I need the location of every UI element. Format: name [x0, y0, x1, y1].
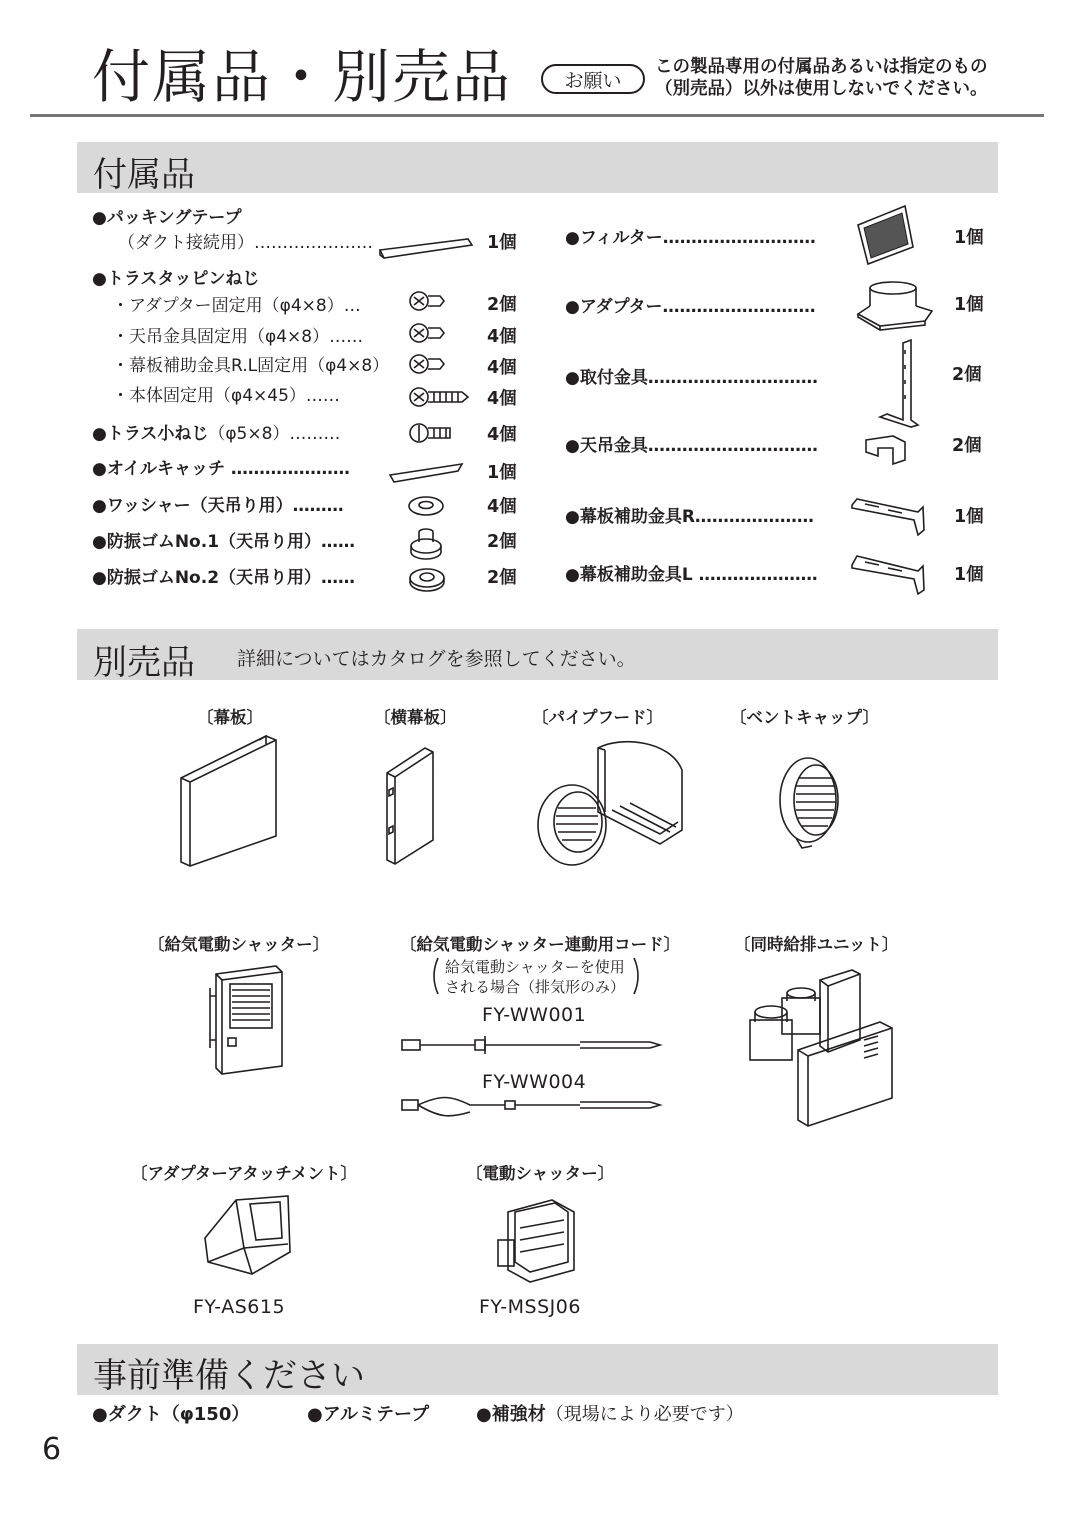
cap-makuita: 〔幕板〕: [197, 708, 263, 727]
supply-shutter-image: [210, 966, 282, 1074]
model-fy-as615: FY-AS615: [193, 1296, 286, 1318]
acc-oil-catch: ●オイルキャッチ …………………: [92, 459, 350, 479]
acc-adapter-qty: 1個: [954, 295, 984, 315]
acc-filter: ●フィルター………………………: [565, 228, 816, 248]
acc-screw-ceiling: ・天吊金具固定用（φ4×8）……: [112, 327, 364, 347]
prep-duct: ●ダクト（φ150）: [92, 1404, 250, 1425]
vent-cap-image: [780, 758, 838, 848]
acc-panel-bracket-l-qty: 1個: [954, 565, 984, 585]
acc-screw-panel: ・幕板補助金具R.L固定用（φ4×8）: [112, 356, 390, 376]
adapter-attachment-image: [205, 1196, 290, 1274]
acc-packing-tape: ●パッキングテープ: [92, 208, 242, 228]
accessories-heading: 付属品: [93, 155, 195, 195]
notice-line-2: （別売品）以外は使用しないでください。: [655, 79, 988, 99]
cap-motor-shutter: 〔電動シャッター〕: [466, 1164, 615, 1183]
prep-reinforcement-note: （現場により必要です）: [545, 1404, 744, 1425]
cap-supply-shutter: 〔給気電動シャッター〕: [148, 935, 330, 954]
model-fy-mssj06: FY-MSSJ06: [479, 1296, 581, 1318]
acc-filter-qty: 1個: [954, 228, 984, 248]
acc-panel-bracket-l: ●幕板補助金具L …………………: [565, 565, 818, 585]
motor-shutter-image: [498, 1200, 574, 1282]
acc-rubber-2: ●防振ゴムNo.2（天吊り用）……: [92, 568, 356, 588]
notice-badge: お願い: [541, 64, 645, 94]
acc-packing-tape-qty: 1個: [487, 233, 517, 253]
acc-adapter: ●アダプター………………………: [565, 297, 816, 317]
cord-note-2: される場合（排気形のみ）: [445, 978, 626, 996]
yoko-makuita-image: [387, 748, 433, 864]
acc-panel-bracket-r-qty: 1個: [954, 507, 984, 527]
page-title: 付属品・別売品: [92, 43, 513, 111]
cap-shutter-cord: 〔給気電動シャッター連動用コード〕: [400, 935, 681, 954]
prep-reinforcement: [476, 1404, 744, 1426]
acc-rubber-1-qty: 2個: [487, 532, 517, 552]
model-fy-ww004: FY-WW004: [482, 1071, 587, 1093]
acc-mount-bracket: ●取付金具…………………………: [565, 368, 818, 388]
acc-packing-tape-sub: （ダクト接続用）…………………: [118, 233, 373, 253]
acc-oil-catch-qty: 1個: [487, 463, 517, 483]
acc-truss-machine-screw-label: ●トラス小ねじ: [92, 424, 209, 444]
acc-rubber-1: ●防振ゴムNo.1（天吊り用）……: [92, 532, 356, 552]
cord-note-1: 給気電動シャッターを使用: [445, 958, 625, 976]
cap-vent-cap: 〔ベントキャップ〕: [730, 708, 879, 727]
acc-ceiling-bracket-qty: 2個: [952, 436, 982, 456]
acc-screw-adapter-qty: 2個: [487, 295, 517, 315]
cord-ww001-image: [402, 1036, 660, 1054]
prep-aluminum-tape: ●アルミテープ: [307, 1404, 430, 1425]
cord-ww004-image: [402, 1098, 660, 1116]
acc-screw-body: ・本体固定用（φ4×45）……: [112, 386, 340, 406]
cap-simultaneous-unit: 〔同時給排ユニット〕: [734, 935, 899, 954]
acc-washer-qty: 4個: [487, 497, 517, 517]
acc-truss-tapping-screw: ●トラスタッピンねじ: [92, 269, 260, 289]
acc-truss-machine-screw-qty: 4個: [487, 425, 517, 445]
acc-truss-machine-screw-spec: （φ5×8）………: [208, 424, 341, 444]
acc-screw-ceiling-qty: 4個: [487, 327, 517, 347]
acc-washer: ●ワッシャー（天吊り用）………: [92, 496, 344, 516]
cord-note-brackets: [434, 958, 638, 994]
model-fy-ww001: FY-WW001: [482, 1004, 587, 1026]
acc-panel-bracket-r: ●幕板補助金具R…………………: [565, 507, 814, 527]
acc-mount-bracket-qty: 2個: [952, 365, 982, 385]
acc-ceiling-bracket: ●天吊金具…………………………: [565, 436, 818, 456]
acc-screw-body-qty: 4個: [487, 389, 517, 409]
pipe-hood-image: [538, 742, 682, 865]
makuita-image: [181, 736, 276, 866]
cap-yoko-makuita: 〔横幕板〕: [374, 708, 457, 727]
options-heading: 別売品: [93, 643, 195, 683]
acc-rubber-2-qty: 2個: [487, 568, 517, 588]
cap-pipe-hood: 〔パイプフード〕: [532, 708, 664, 727]
options-subheading: 詳細についてはカタログを参照してください。: [237, 648, 636, 670]
acc-screw-adapter: ・アダプター固定用（φ4×8）…: [112, 296, 361, 316]
acc-screw-panel-qty: 4個: [487, 358, 517, 378]
simultaneous-unit-image: [750, 970, 892, 1126]
page-number: 6: [42, 1432, 62, 1467]
cap-adapter-attachment: 〔アダプターアタッチメント〕: [131, 1164, 358, 1183]
notice-line-1: この製品専用の付属品あるいは指定のもの: [655, 57, 988, 77]
prep-heading: 事前準備ください: [93, 1356, 365, 1396]
prep-bar: [77, 1344, 998, 1395]
prep-reinforcement-label: ●補強材: [476, 1404, 546, 1425]
